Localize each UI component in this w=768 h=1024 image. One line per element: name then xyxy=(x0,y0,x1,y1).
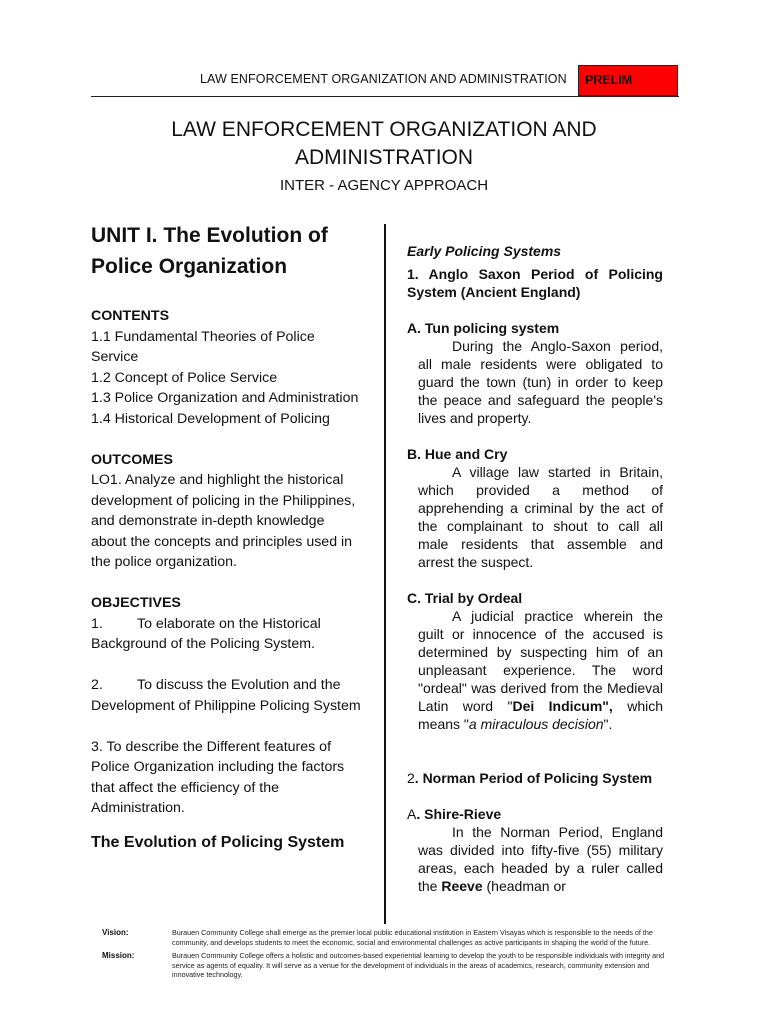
term-badge: PRELIM xyxy=(578,65,678,96)
objective-1 xyxy=(91,614,363,655)
hue-paragraph xyxy=(407,463,663,571)
column-divider xyxy=(384,224,386,924)
unit-title xyxy=(91,220,363,282)
norman-heading-text: . Norman Period of Policing System xyxy=(414,770,653,786)
trial-text-a: A judicial practice wherein the guilt or innocence of the accused is determined by suspecting him of an unpleasant experience. The word "ordeal" was derived from the Medieval Latin word " xyxy=(418,608,663,714)
trial-italic: a miraculous decision xyxy=(468,716,604,732)
trial-heading: C. Trial by Ordeal xyxy=(407,590,523,606)
vision-text: Burauen Community College shall emerge as the premier local public educational institution in Eastern Visayas which is responsible to the needs of the community, and develops students to meet the economic, social and environmental challenges as active participants in shaping the world of the future. xyxy=(172,928,653,947)
vision-label: Vision: xyxy=(102,928,129,937)
right-column xyxy=(407,242,663,895)
mission-row xyxy=(102,951,682,980)
hue-text: A village law started in Britain, which provided a method of apprehending a criminal by the act of the complainant to shout to call all male residents that assemble and arrest the suspect. xyxy=(418,464,663,570)
contents-heading: CONTENTS xyxy=(91,308,170,324)
unit-title-line-1: UNIT I. The Evolution of xyxy=(91,224,328,247)
evolution-heading: The Evolution of Policing System xyxy=(91,833,345,851)
shire-heading-text: . Shire-Rieve xyxy=(416,806,502,822)
shire-paragraph xyxy=(407,823,663,895)
document-subtitle: INTER - AGENCY APPROACH xyxy=(279,177,489,194)
hue-heading: B. Hue and Cry xyxy=(407,446,508,462)
objective-1-number: 1. xyxy=(91,615,103,632)
header-rule xyxy=(91,96,679,97)
objectives-heading: OBJECTIVES xyxy=(91,595,181,611)
objective-2-number: 2. xyxy=(91,677,103,693)
mission-label: Mission: xyxy=(102,951,135,961)
objective-2-rest: Development of Philippine Policing System xyxy=(91,697,361,714)
footer xyxy=(102,928,682,984)
shire-bold: Reeve xyxy=(441,878,483,894)
shire-prefix: A xyxy=(407,806,417,822)
norman-heading xyxy=(407,769,663,787)
objective-1-first: To elaborate on the Historical xyxy=(137,615,321,632)
trial-paragraph xyxy=(407,607,663,733)
trial-text-b: which means " xyxy=(418,698,664,732)
contents-item: 1.1 Fundamental Theories of Police Service xyxy=(91,328,315,365)
tun-heading: A. Tun policing system xyxy=(407,320,560,336)
objective-1-rest: Background of the Policing System. xyxy=(91,636,315,652)
objective-3: 3. To describe the Different features of Police Organization including the factors that affect the efficiency of the Administration. xyxy=(91,738,345,816)
trial-text-c: ". xyxy=(603,716,613,732)
contents-item: 1.4 Historical Development of Policing xyxy=(91,410,330,427)
mission-text: Burauen Community College offers a holistic and outcomes-based experiential learning to develop the youth to be responsible individuals with integrity and service as agents of equality. It will serve as a venue for the development of individuals in the areas of academics, research, community extension and innovative technology. xyxy=(172,951,665,980)
document-title xyxy=(0,116,768,172)
tun-text: During the Anglo-Saxon period, all male residents were obligated to guard the town (tun) in order to keep the peace and safeguard the people's lives and property. xyxy=(418,338,663,426)
outcome-text: LO1. Analyze and highlight the historical development of policing in the Philippines, and demonstrate in-depth knowledge about the concepts and principles used in the police organization. xyxy=(91,472,356,570)
left-column xyxy=(91,220,363,853)
anglo-saxon-heading: 1. Anglo Saxon Period of Policing System (Ancient England) xyxy=(407,266,663,300)
tun-paragraph xyxy=(407,337,663,427)
shire-text-a: In the Norman Period, England was divided into fifty-five (55) military areas, each headed by a ruler called the xyxy=(418,824,663,894)
document-title-line-2: ADMINISTRATION xyxy=(294,146,474,169)
contents-item: 1.3 Police Organization and Administration xyxy=(91,390,359,406)
contents-item: 1.2 Concept of Police Service xyxy=(91,369,278,386)
shire-text-b: (headman or xyxy=(482,878,566,894)
running-header-title: LAW ENFORCEMENT ORGANIZATION AND ADMINISTRATION xyxy=(200,72,567,86)
vision-row xyxy=(102,928,682,947)
outcomes-heading: OUTCOMES xyxy=(91,451,173,468)
norman-number: 2 xyxy=(407,770,415,786)
shire-heading xyxy=(407,805,663,823)
objective-2 xyxy=(91,675,363,716)
trial-bold: Dei Indicum", xyxy=(512,698,613,714)
unit-title-line-2: Police Organization xyxy=(91,255,288,278)
document-title-line-1: LAW ENFORCEMENT ORGANIZATION AND xyxy=(171,118,597,141)
early-policing-heading: Early Policing Systems xyxy=(407,243,562,259)
objective-2-first: To discuss the Evolution and the xyxy=(137,677,341,693)
